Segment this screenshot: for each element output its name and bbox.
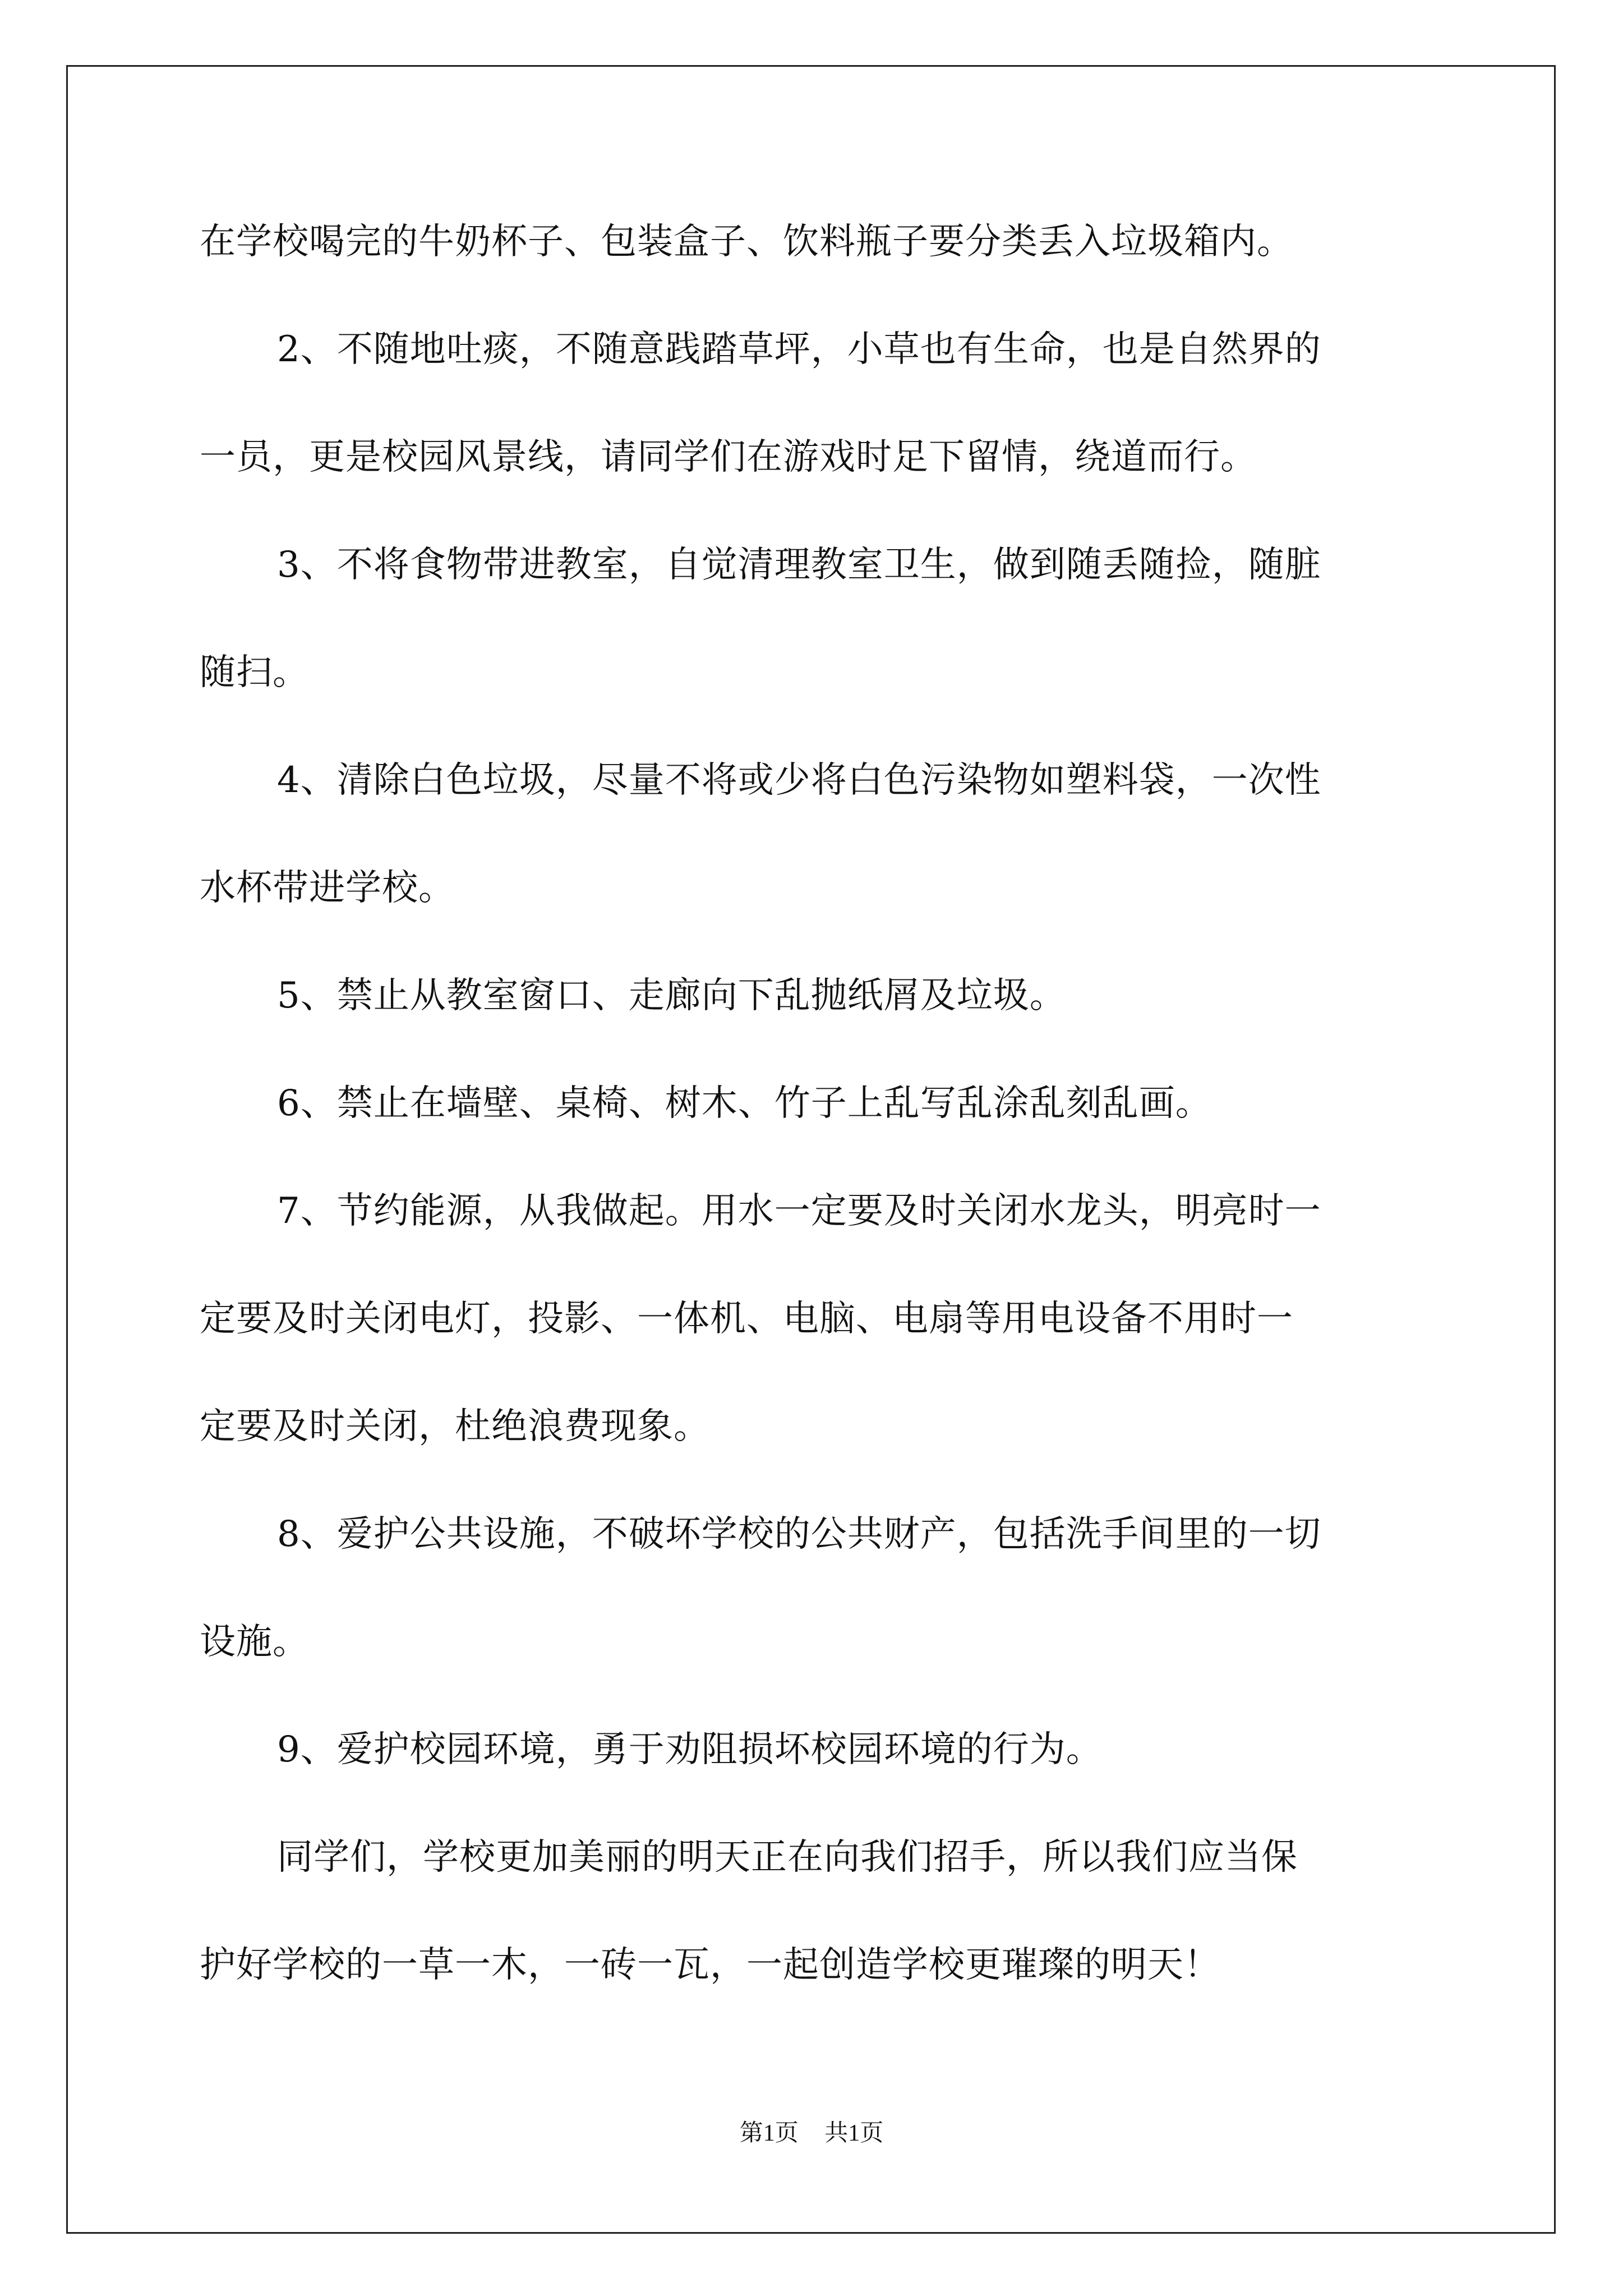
line-gap	[200, 1346, 1431, 1400]
paragraph-line: 设施。	[200, 1621, 309, 1663]
paragraph-9	[200, 1723, 1431, 1777]
paragraph-line: 一员，更是校园风景线，请同学们在游戏时足下留情，绕道而行。	[200, 436, 1257, 478]
paragraph-gap	[200, 1777, 1431, 1830]
line-gap	[200, 376, 1431, 430]
paragraph-line: 9、爱护校园环境，勇于劝阻损坏校园环境的行为。	[277, 1729, 1103, 1770]
paragraph-gap	[200, 700, 1431, 753]
paragraph-6	[200, 1076, 1431, 1130]
document-body	[200, 215, 1431, 1992]
line-gap	[200, 1884, 1431, 1938]
paragraph-line: 同学们，学校更加美丽的明天正在向我们招手，所以我们应当保	[277, 1837, 1298, 1878]
paragraph-line: 在学校喝完的牛奶杯子、包装盒子、饮料瓶子要分类丢入垃圾箱内。	[200, 221, 1293, 263]
paragraph-line: 随扫。	[200, 652, 309, 693]
paragraph-line: 4、清除白色垃圾，尽量不将或少将白色污染物如塑料袋，一次性	[277, 760, 1321, 801]
paragraph-gap	[200, 1669, 1431, 1723]
paragraph-line: 5、禁止从教室窗口、走廊向下乱抛纸屑及垃圾。	[277, 975, 1066, 1016]
page-number: 第1页	[739, 2120, 799, 2146]
page-total: 共1页	[824, 2120, 884, 2146]
line-gap	[200, 592, 1431, 646]
paragraph-gap	[200, 1453, 1431, 1507]
paragraph-8	[200, 1507, 1431, 1669]
paragraph-line: 3、不将食物带进教室，自觉清理教室卫生，做到随丢随捡，随脏	[277, 544, 1321, 586]
paragraph-gap	[200, 484, 1431, 538]
line-gap	[200, 1238, 1431, 1292]
paragraph-gap	[200, 1023, 1431, 1076]
paragraph-10	[200, 1830, 1431, 1992]
paragraph-line: 定要及时关闭电灯，投影、一体机、电脑、电扇等用电设备不用时一	[200, 1298, 1293, 1340]
paragraph-7	[200, 1184, 1431, 1453]
paragraph-line: 6、禁止在墙壁、桌椅、树木、竹子上乱写乱涂乱刻乱画。	[277, 1083, 1212, 1124]
paragraph-gap	[200, 915, 1431, 969]
paragraph-line: 护好学校的一草一木，一砖一瓦，一起创造学校更璀璨的明天！	[200, 1944, 1220, 1986]
page-footer	[0, 2119, 1623, 2147]
paragraph-gap	[200, 269, 1431, 323]
paragraph-line: 7、节约能源，从我做起。用水一定要及时关闭水龙头，明亮时一	[277, 1190, 1321, 1232]
paragraph-gap	[200, 1130, 1431, 1184]
paragraph-line: 定要及时关闭，杜绝浪费现象。	[200, 1406, 710, 1447]
paragraph-3	[200, 538, 1431, 700]
paragraph-4	[200, 753, 1431, 915]
paragraph-line: 2、不随地吐痰，不随意践踏草坪，小草也有生命，也是自然界的	[277, 329, 1321, 370]
paragraph-2	[200, 323, 1431, 484]
paragraph-5	[200, 969, 1431, 1023]
line-gap	[200, 1561, 1431, 1615]
line-gap	[200, 807, 1431, 861]
paragraph-line: 水杯带进学校。	[200, 867, 455, 909]
paragraph-1	[200, 215, 1431, 269]
paragraph-line: 8、爱护公共设施，不破坏学校的公共财产，包括洗手间里的一切	[277, 1513, 1321, 1555]
